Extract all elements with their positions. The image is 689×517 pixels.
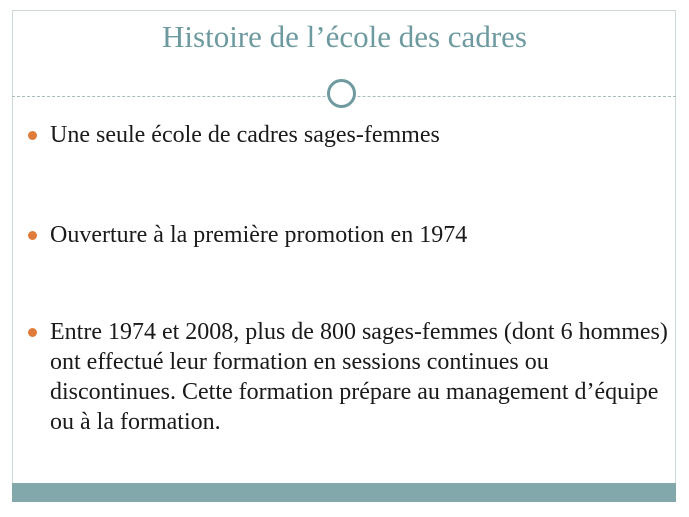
footer-accent-bar (12, 483, 676, 502)
bullet-text: Une seule école de cadres sages-femmes (50, 122, 440, 148)
bullet-text: Entre 1974 et 2008, plus de 800 sages-femmes (dont 6 hommes) ont effectué leur formation en sessions continues ou discontinues. Cette formation prépare au management d’équipe ou à la formation. (50, 319, 668, 435)
bullet-dot-icon (28, 328, 37, 337)
circle-ornament-icon (327, 79, 356, 108)
bullet-dot-icon (28, 131, 37, 140)
bullet-dot-icon (28, 231, 37, 240)
bullet-text: Ouverture à la première promotion en 1974 (50, 222, 468, 248)
slide-title: Histoire de l’école des cadres (162, 19, 527, 54)
